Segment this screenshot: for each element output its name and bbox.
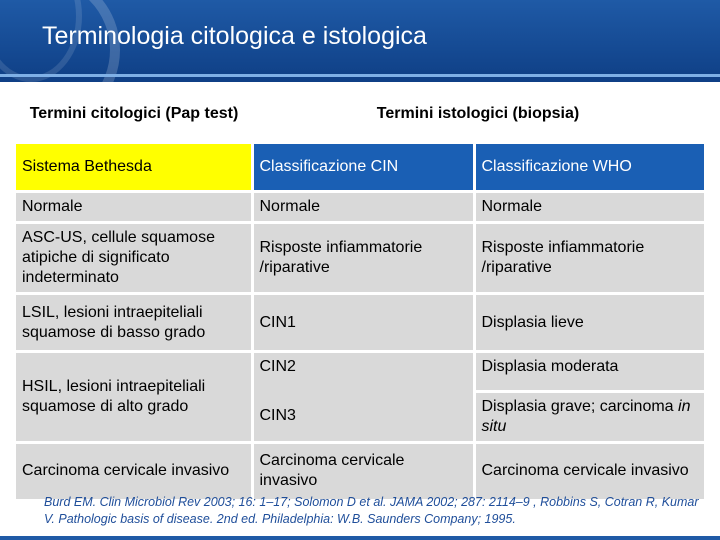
cell-carcinoma-cin: Carcinoma cervicale invasivo xyxy=(252,443,474,499)
cell-normale-who: Normale xyxy=(474,192,704,223)
cell-ascus-bethesda: ASC-US, cellule squamose atipiche di significato indeterminato xyxy=(16,223,252,294)
header-citologici: Termini citologici (Pap test) xyxy=(16,86,252,143)
cell-lsil-who: Displasia lieve xyxy=(474,294,704,352)
cell-hsil-cin3: CIN3 xyxy=(252,392,474,443)
header-underline xyxy=(0,74,720,77)
cell-ascus-who: Risposte infiammatorie /riparative xyxy=(474,223,704,294)
slide-title: Terminologia citologica e istologica xyxy=(42,22,427,50)
terminology-table xyxy=(16,86,704,499)
cell-hsil-displasia-grave xyxy=(474,392,704,443)
header-istologici: Termini istologici (biopsia) xyxy=(252,86,704,143)
slide-header xyxy=(0,0,720,82)
cell-normale-cin: Normale xyxy=(252,192,474,223)
cell-hsil-cin2: CIN2 xyxy=(252,352,474,392)
in-situ-text: in situ xyxy=(481,398,691,435)
cell-lsil-cin: CIN1 xyxy=(252,294,474,352)
cell-hsil-displasia-moderata: Displasia moderata xyxy=(474,352,704,392)
cell-classificazione-who: Classificazione WHO xyxy=(474,143,704,192)
bottom-border xyxy=(0,536,720,540)
cell-carcinoma-who: Carcinoma cervicale invasivo xyxy=(474,443,704,499)
cell-normale-bethesda: Normale xyxy=(16,192,252,223)
cell-carcinoma-bethesda: Carcinoma cervicale invasivo xyxy=(16,443,252,499)
cell-hsil-bethesda: HSIL, lesioni intraepiteliali squamose di alto grado xyxy=(16,352,252,443)
cell-sistema-bethesda: Sistema Bethesda xyxy=(16,143,252,192)
reference-citation: Burd EM. Clin Microbiol Rev 2003; 16: 1–17; Solomon D et al. JAMA 2002; 287: 2114–9 , Robbins S, Cotran R, Kumar V. Pathologic basis of disease. 2nd ed. Philadelphia: W.B. Saunders Company; 1995. xyxy=(44,495,699,526)
cell-classificazione-cin: Classificazione CIN xyxy=(252,143,474,192)
cell-lsil-bethesda: LSIL, lesioni intraepiteliali squamose di basso grado xyxy=(16,294,252,352)
displasia-grave-text: Displasia grave; carcinoma xyxy=(481,398,679,415)
cell-ascus-cin: Risposte infiammatorie /riparative xyxy=(252,223,474,294)
